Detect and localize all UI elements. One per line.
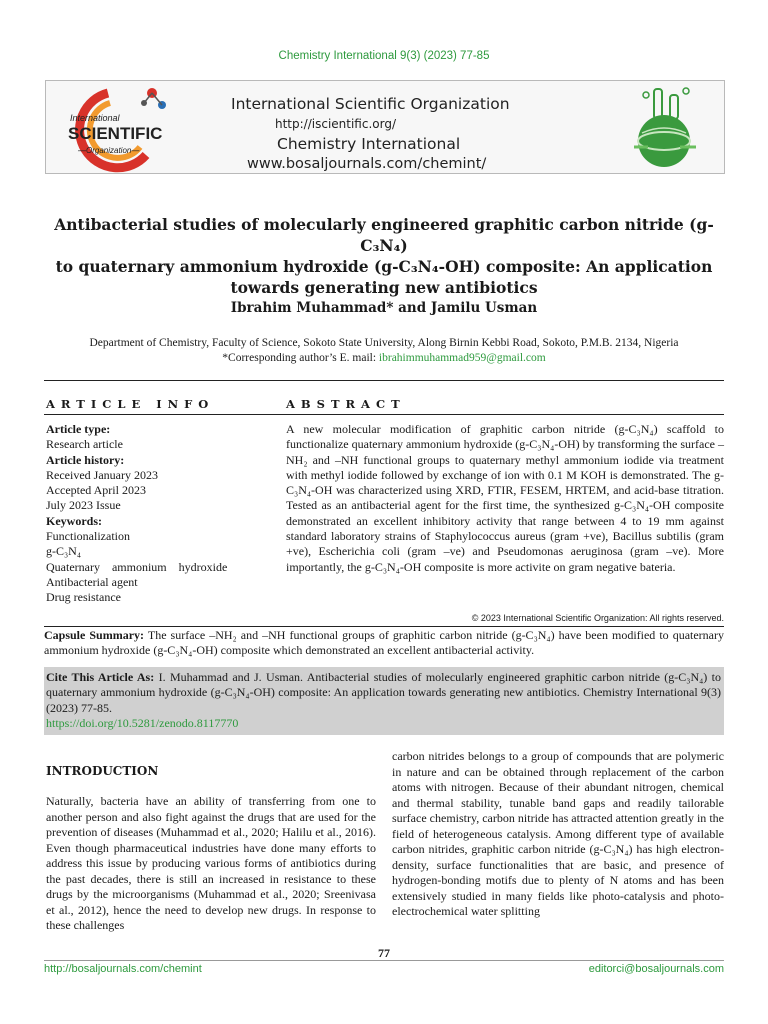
footer-journal-link[interactable]: http://bosaljournals.com/chemint (44, 963, 202, 975)
logo-international-text: International (70, 113, 120, 123)
cite-label: Cite This Article As: (46, 670, 155, 684)
divider (44, 626, 724, 627)
keyword: Quaternary ammonium hydroxide (46, 559, 228, 574)
abstract-text: A new molecular modification of graphitic carbon nitride (g-C₃N₄) scaffold to functionalize quaternary ammonium hydroxide (g-C₃N₄-OH) by transforming the surface –NH₂ and –NH functional groups to quaternary methyl ammonium iodide via treatment with methyl iodide followed by exchange of ion with 0.1 M KOH is demonstrated. The g-C₃N₄-OH was characterized using XRD, FTIR, FESEM, HRTEM, and acid-base titration. Tested as an antibacterial agent for the first time, the synthesized g-C₃N₄-OH composite demonstrated an excellent inhibitory activity that range between 4 to 19 mm against standard laboratory strains of Staphylococcus aureus (gram +ve), Bacillus subtilis (gram +ve), Escherichia coli (gram –ve) and Pseudomonas aeruginosa (gram –ve). More importantly, the g-C₃N₄-OH composite is more activite on gram negative bateria. (286, 422, 724, 574)
journal-banner (45, 80, 725, 174)
abstract-heading: ABSTRACT (286, 397, 406, 411)
divider (44, 380, 724, 381)
article-type-label: Article type: (46, 422, 111, 436)
issue-date: July 2023 Issue (46, 498, 121, 513)
copyright-notice: © 2023 International Scientific Organization: All rights reserved. (471, 613, 724, 623)
introduction-heading: INTRODUCTION (46, 764, 159, 778)
title-line: towards generating new antibiotics (230, 278, 538, 297)
article-title (40, 214, 728, 298)
article-type-value: Research article (46, 437, 123, 452)
accepted-date: Accepted April 2023 (46, 483, 146, 498)
footer-email-link[interactable]: editorci@bosaljournals.com (588, 963, 724, 975)
intro-paragraph-right: carbon nitrides belongs to a group of compounds that are polymeric in nature and can be obtained through replacement of the carbon atoms with nitrogen. Because of their abundant nitrogen, chemical and thermal stability, tunable band gaps and readily tailorable surface chemistry, carbon nitride has attracted attention greatly in the field of heterogeneous catalysis. Among different type of available carbon nitrides, graphitic carbon nitride (g-C₃N₄) has high electron-density, surface functionalities that are basic, and presence of hydrogen-bonding motifs due to plenty of N atoms and has been extensively studied in many fields like photo-catalysis and photo-electrochemical water splitting (392, 749, 724, 918)
capsule-text: The surface –NH₂ and –NH functional groups of graphitic carbon nitride (g-C₃N₄) have been modified to quaternary ammonium hydroxide (g-C₃N₄-OH) composite which demonstrated an excellent antibacterial activity. (44, 628, 725, 658)
article-info-heading: ARTICLE INFO (46, 397, 215, 411)
keyword: Antibacterial agent (46, 574, 138, 589)
banner-org-name: International Scientific Organization (231, 95, 510, 113)
cite-text: I. Muhammad and J. Usman. Antibacterial studies of molecularly engineered graphitic carbon nitride (g-C₃N₄) to quaternary ammonium hydroxide (g-C₃N₄-OH) composite: An application towards generating new antibiotics. Chemistry International 9(3) (2023) 77-85. (46, 670, 721, 715)
title-line: Antibacterial studies of molecularly engineered graphitic carbon nitride (g-C₃N₄) (54, 215, 714, 255)
page-number: 77 (378, 946, 390, 960)
affiliation: Department of Chemistry, Faculty of Science, Sokoto State University, Along Birnin Kebbi Road, Sokoto, P.M.B. 2134, Nigeria (89, 337, 679, 349)
article-history-label: Article history: (46, 452, 125, 467)
keyword: g-C₃N₄ (46, 544, 82, 559)
received-date: Received January 2023 (46, 467, 158, 482)
authors: Ibrahim Muhammad* and Jamilu Usman (230, 300, 538, 316)
capsule-summary (44, 628, 724, 659)
doi-link[interactable]: https://doi.org/10.5281/zenodo.8117770 (46, 715, 239, 730)
divider (44, 414, 724, 415)
affiliation-block (30, 336, 738, 366)
cite-box (44, 667, 724, 735)
chemint-globe-logo (614, 81, 714, 173)
logo-organization-text: —Organization— (78, 146, 140, 155)
banner-journal-name: Chemistry International (277, 135, 461, 153)
iso-logo (48, 81, 188, 173)
corresponding-label: *Corresponding author’s E. mail: (222, 352, 379, 364)
banner-org-url[interactable]: http://iscientific.org/ (275, 117, 397, 131)
author-email-link[interactable]: ibrahimmuhammad959@gmail.com (378, 352, 546, 364)
keywords-label: Keywords: (46, 513, 102, 528)
article-info (46, 422, 276, 606)
keyword: Functionalization (46, 529, 130, 544)
banner-journal-url[interactable]: www.bosaljournals.com/chemint/ (247, 156, 487, 172)
capsule-label: Capsule Summary: (44, 628, 145, 642)
journal-header: Chemistry International 9(3) (2023) 77-85 (278, 50, 490, 62)
corresponding-author (30, 351, 738, 366)
footer-divider (44, 960, 724, 961)
intro-paragraph-left: Naturally, bacteria have an ability of transferring from one to another person and also fight against the drugs that are used for the prevention of diseases (Muhammad et al., 2020; Halilu et al., 2016). Even though pharmaceutical industries have done many efforts to address this issue by producing various forms of antibiotics during the past decades, there is still an increased in resistance to these drugs by the microorganisms (Muhammad et al., 2020; Sreenivasa et al., 2012), hence the need to develop new drugs. In response to these challenges (46, 794, 376, 932)
keyword: Drug resistance (46, 590, 121, 605)
title-line: to quaternary ammonium hydroxide (g-C₃N₄-OH) composite: An application (55, 257, 713, 276)
logo-scientific-text: SCIENTIFIC (68, 124, 163, 143)
